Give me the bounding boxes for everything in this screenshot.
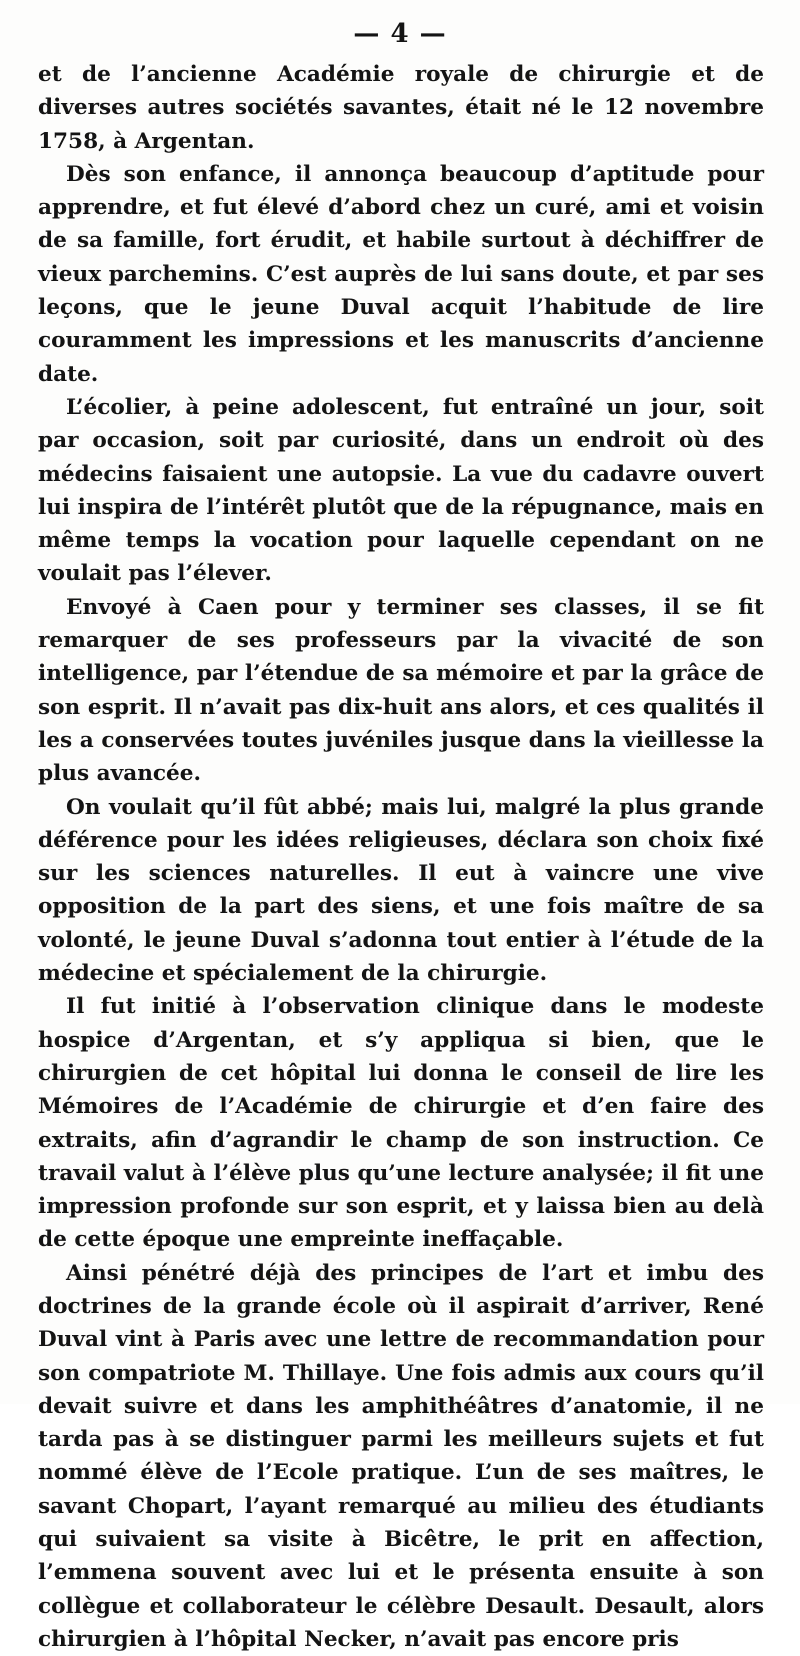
body-text — [38, 58, 764, 1656]
paragraph-continued: et de l’ancienne Académie royale de chirurgie et de diverses autres sociétés savantes, était né le 12 novembre 1758, à Argentan. — [38, 62, 764, 154]
paragraph-paris: Ainsi pénétré déjà des principes de l’art et imbu des doctrines de la grande école où il aspirait d’arriver, René Duval vint à Paris avec une lettre de recommandation pour son compatriote M. Thillaye. Une fois admis aux cours qu’il devait suivre et dans les amphithéâtres d’anatomie, il ne tarda pas à se distinguer parmi les meilleurs sujets et fut nommé élève de l’Ecole pratique. L’un de ses maîtres, le savant Chopart, l’ayant remarqué au milieu des étudiants qui suivaient sa visite à Bicêtre, le prit en affection, l’emmena souvent avec lui et le présenta ensuite à son collègue et collaborateur le célèbre Desault. Desault, alors chirurgien à l’hôpital Necker, n’avait pas encore pris — [38, 1260, 764, 1652]
page-number: — 4 — — [353, 19, 447, 49]
paragraph-autopsy: L’écolier, à peine adolescent, fut entraîné un jour, soit par occasion, soit par curiosité, dans un endroit où des médecins faisaient une autopsie. La vue du cadavre ouvert lui inspira de l’intérêt plutôt que de la répugnance, mais en même temps la vocation pour laquelle cependant on ne voulait pas l’élever. — [38, 394, 764, 587]
paragraph-caen: Envoyé à Caen pour y terminer ses classes, il se fit remarquer de ses professeurs par la vivacité de son intelligence, par l’étendue de sa mémoire et par la grâce de son esprit. Il n’avait pas dix-huit ans alors, et ces qualités il les a conservées toutes juvéniles jusque dans la vieillesse la plus avancée. — [38, 594, 764, 787]
paragraph-childhood: Dès son enfance, il annonça beaucoup d’aptitude pour apprendre, et fut élevé d’abord chez un curé, ami et voisin de sa famille, fort érudit, et habile surtout à déchiffrer de vieux parchemins. C’est auprès de lui sans doute, et par ses leçons, que le jeune Duval acquit l’habitude de lire couramment les impressions et les manuscrits d’ancienne date. — [38, 161, 764, 387]
paragraph-argentan-hospice: Il fut initié à l’observation clinique dans le modeste hospice d’Argentan, et s’y appliqua si bien, que le chirurgien de cet hôpital lui donna le conseil de lire les Mémoires de l’Académie de chirurgie et d’en faire des extraits, afin d’agrandir le champ de son instruction. Ce travail valut à l’élève plus qu’une lecture analysée; il fit une impression profonde sur son esprit, et y laissa bien au delà de cette époque une empreinte ineffaçable. — [38, 994, 764, 1253]
paragraph-vocation: On voulait qu’il fût abbé; mais lui, malgré la plus grande déférence pour les idées religieuses, déclara son choix fixé sur les sciences naturelles. Il eut à vaincre une vive opposition de la part des siens, et une fois maître de sa volonté, le jeune Duval s’adonna tout entier à l’étude de la médecine et spécialement de la chirurgie. — [38, 794, 764, 987]
